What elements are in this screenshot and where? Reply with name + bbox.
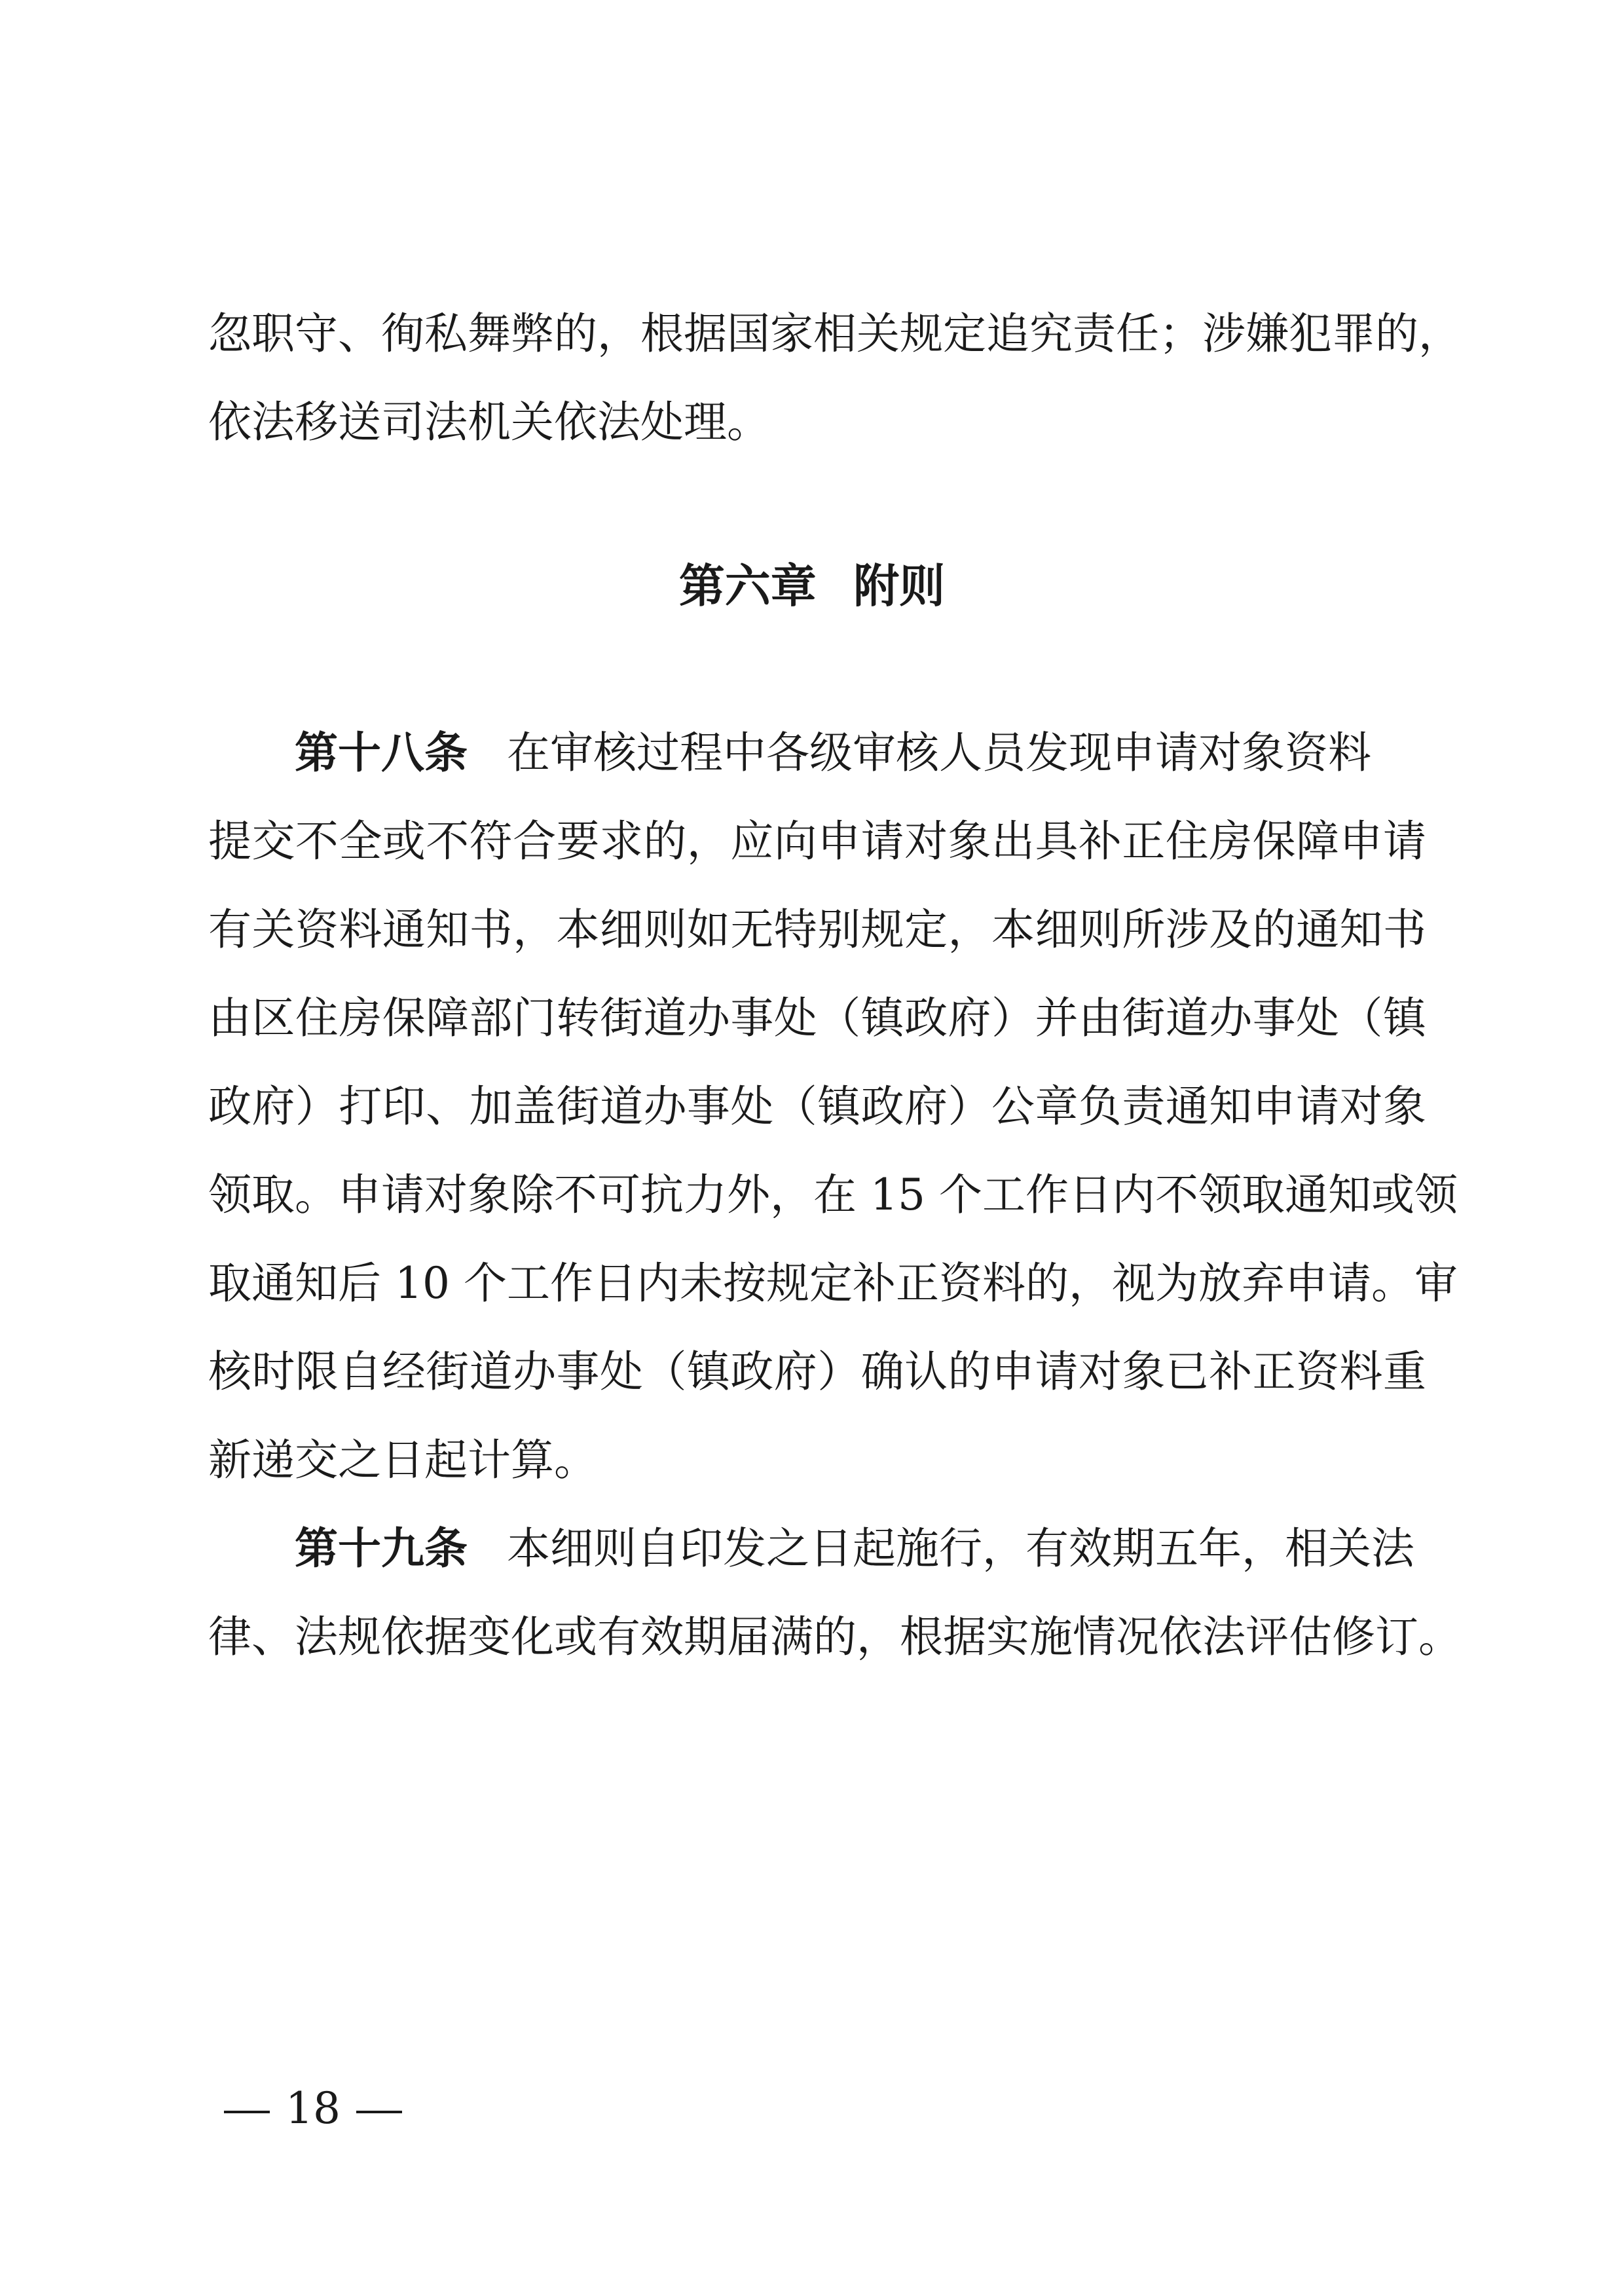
article-18-line: 取通知后 10 个工作日内未按规定补正资料的，视为放弃申请。审 xyxy=(208,1258,1458,1308)
article-18-title: 第十八条 xyxy=(295,728,468,778)
page-number xyxy=(208,2069,418,2148)
intro-line-2: 依法移送司法机关依法处理。 xyxy=(208,397,770,447)
page-number-right-dash xyxy=(356,2111,402,2113)
article-18-line: 由区住房保障部门转街道办事处（镇政府）并由街道办事处（镇 xyxy=(208,993,1426,1043)
article-19-first-line xyxy=(295,1506,1426,1591)
article-18-line: 政府）打印、加盖街道办事处（镇政府）公章负责通知申请对象 xyxy=(208,1081,1426,1132)
article-18-line: 新递交之日起计算。 xyxy=(208,1435,597,1485)
chapter-title: 附则 xyxy=(853,559,946,613)
page-number-value: 18 xyxy=(286,2083,341,2134)
article-18-line: 核时限自经街道办事处（镇政府）确认的申请对象已补正资料重 xyxy=(208,1346,1426,1397)
chapter-number: 第六章 xyxy=(678,559,817,613)
chapter-heading xyxy=(0,537,1624,635)
page-number-left-dash xyxy=(224,2111,270,2113)
article-19-title: 第十九条 xyxy=(295,1523,468,1574)
article-18-first-text: 在审核过程中各级审核人员发现申请对象资料 xyxy=(507,728,1371,778)
intro-line-1: 忽职守、徇私舞弊的，根据国家相关规定追究责任；涉嫌犯罪的， xyxy=(208,308,1462,359)
article-18-line: 有关资料通知书，本细则如无特别规定，本细则所涉及的通知书 xyxy=(208,904,1426,955)
article-18-line: 提交不全或不符合要求的，应向申请对象出具补正住房保障申请 xyxy=(208,816,1426,866)
article-19-first-text: 本细则自印发之日起施行，有效期五年，相关法 xyxy=(507,1523,1414,1574)
article-19-line: 律、法规依据变化或有效期届满的，根据实施情况依法评估修订。 xyxy=(208,1612,1462,1662)
article-18-first-line xyxy=(295,711,1426,796)
article-18-line: 领取。申请对象除不可抗力外，在 15 个工作日内不领取通知或领 xyxy=(208,1170,1458,1220)
